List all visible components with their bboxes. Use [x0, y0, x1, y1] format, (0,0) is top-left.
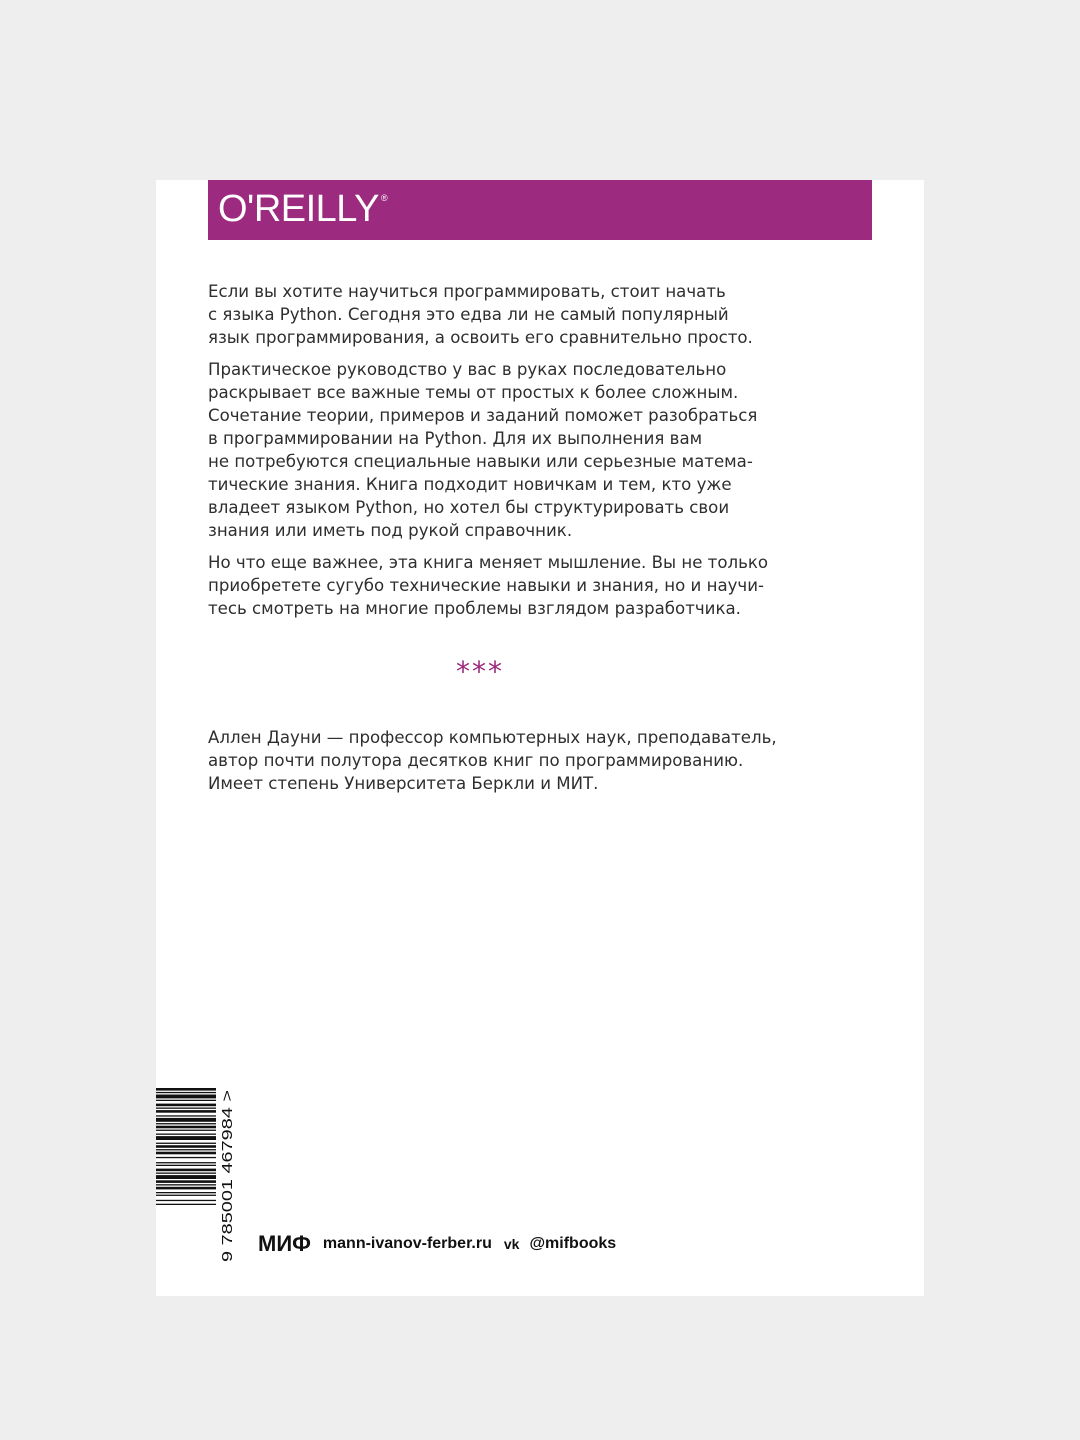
- author-bio-line: Аллен Дауни — профессор компьютерных наук, преподаватель,: [208, 728, 777, 747]
- barcode-bar: [156, 1100, 216, 1101]
- oreilly-logo-text: O'REILLY: [218, 188, 379, 230]
- barcode-bar: [156, 1200, 216, 1201]
- barcode-bar: [156, 1169, 216, 1172]
- barcode-bar: [156, 1134, 216, 1135]
- oreilly-logo: [218, 190, 387, 228]
- description-line: язык программирования, а освоить его сравнительно просто.: [208, 328, 753, 347]
- description-line: Если вы хотите научиться программировать, стоит начать: [208, 282, 726, 301]
- publisher-website: mann-ivanov-ferber.ru: [322, 1235, 492, 1252]
- barcode-bar: [156, 1126, 216, 1129]
- publisher-footer: [258, 1230, 616, 1258]
- barcode-bar: [156, 1104, 216, 1107]
- barcode-bars: [156, 1088, 216, 1205]
- book-back-cover: [156, 180, 924, 1296]
- social-handle: @mifbooks: [529, 1235, 617, 1252]
- barcode-bar: [156, 1145, 216, 1148]
- vk-icon: vk: [503, 1236, 520, 1252]
- author-bio: [208, 726, 808, 795]
- description-line: тические знания. Книга подходит новичкам и тем, кто уже: [208, 475, 732, 494]
- barcode-bar: [156, 1165, 216, 1166]
- barcode-bar: [156, 1115, 216, 1116]
- description-paragraph-3: [208, 551, 768, 620]
- description-line: раскрывает все важные темы от простых к более сложным.: [208, 383, 739, 402]
- publisher-brand-band: [208, 180, 872, 240]
- barcode-bar: [156, 1088, 216, 1091]
- barcode-bar: [156, 1092, 216, 1093]
- barcode-bar: [156, 1123, 216, 1124]
- description-line: Практическое руководство у вас в руках последовательно: [208, 360, 727, 379]
- description-line: Сочетание теории, примеров и заданий поможет разобраться: [208, 406, 758, 425]
- description-line: владеет языком Python, но хотел бы структурировать свои: [208, 498, 730, 517]
- barcode-bar: [156, 1180, 216, 1183]
- description-paragraph-2: [208, 358, 768, 542]
- author-bio-line: Имеет степень Университета Беркли и МИТ.: [208, 774, 599, 793]
- isbn-barcode: [156, 1084, 246, 1264]
- barcode-bar: [156, 1204, 216, 1205]
- barcode-bar: [156, 1095, 216, 1099]
- barcode-bar: [156, 1118, 216, 1122]
- description-paragraph-1: [208, 280, 768, 349]
- barcode-bar: [156, 1184, 216, 1185]
- barcode-bar: [156, 1136, 216, 1140]
- description-line: в программировании на Python. Для их выполнения вам: [208, 429, 703, 448]
- barcode-bar: [156, 1175, 216, 1179]
- barcode-bar: [156, 1192, 216, 1193]
- barcode-bar: [156, 1162, 216, 1163]
- author-bio-line: автор почти полутора десятков книг по программированию.: [208, 751, 744, 770]
- barcode-bar: [156, 1195, 216, 1196]
- barcode-bar: [156, 1173, 216, 1174]
- barcode-bar: [156, 1157, 216, 1158]
- description-line: с языка Python. Сегодня это едва ли не самый популярный: [208, 305, 729, 324]
- book-description: [208, 280, 768, 629]
- description-line: Но что еще важнее, эта книга меняет мышление. Вы не только: [208, 553, 769, 572]
- description-line: приобретете сугубо технические навыки и знания, но и научи-: [208, 576, 765, 595]
- barcode-bar: [156, 1143, 216, 1144]
- mif-logo: МИФ: [258, 1231, 311, 1256]
- description-line: тесь смотреть на многие проблемы взглядом разработчика.: [208, 599, 741, 618]
- description-line: не потребуются специальные навыки или серьезные матема-: [208, 452, 753, 471]
- barcode-bar: [156, 1110, 216, 1113]
- barcode-bar: [156, 1108, 216, 1109]
- barcode-bar: [156, 1152, 216, 1155]
- description-line: знания или иметь под рукой справочник.: [208, 521, 573, 540]
- isbn-digits: 9 785001 467984 >: [219, 1132, 236, 1262]
- barcode-bar: [156, 1130, 216, 1131]
- section-separator: ***: [456, 655, 504, 688]
- registered-mark: ®: [380, 193, 388, 203]
- barcode-bar: [156, 1149, 216, 1150]
- barcode-bar: [156, 1187, 216, 1190]
